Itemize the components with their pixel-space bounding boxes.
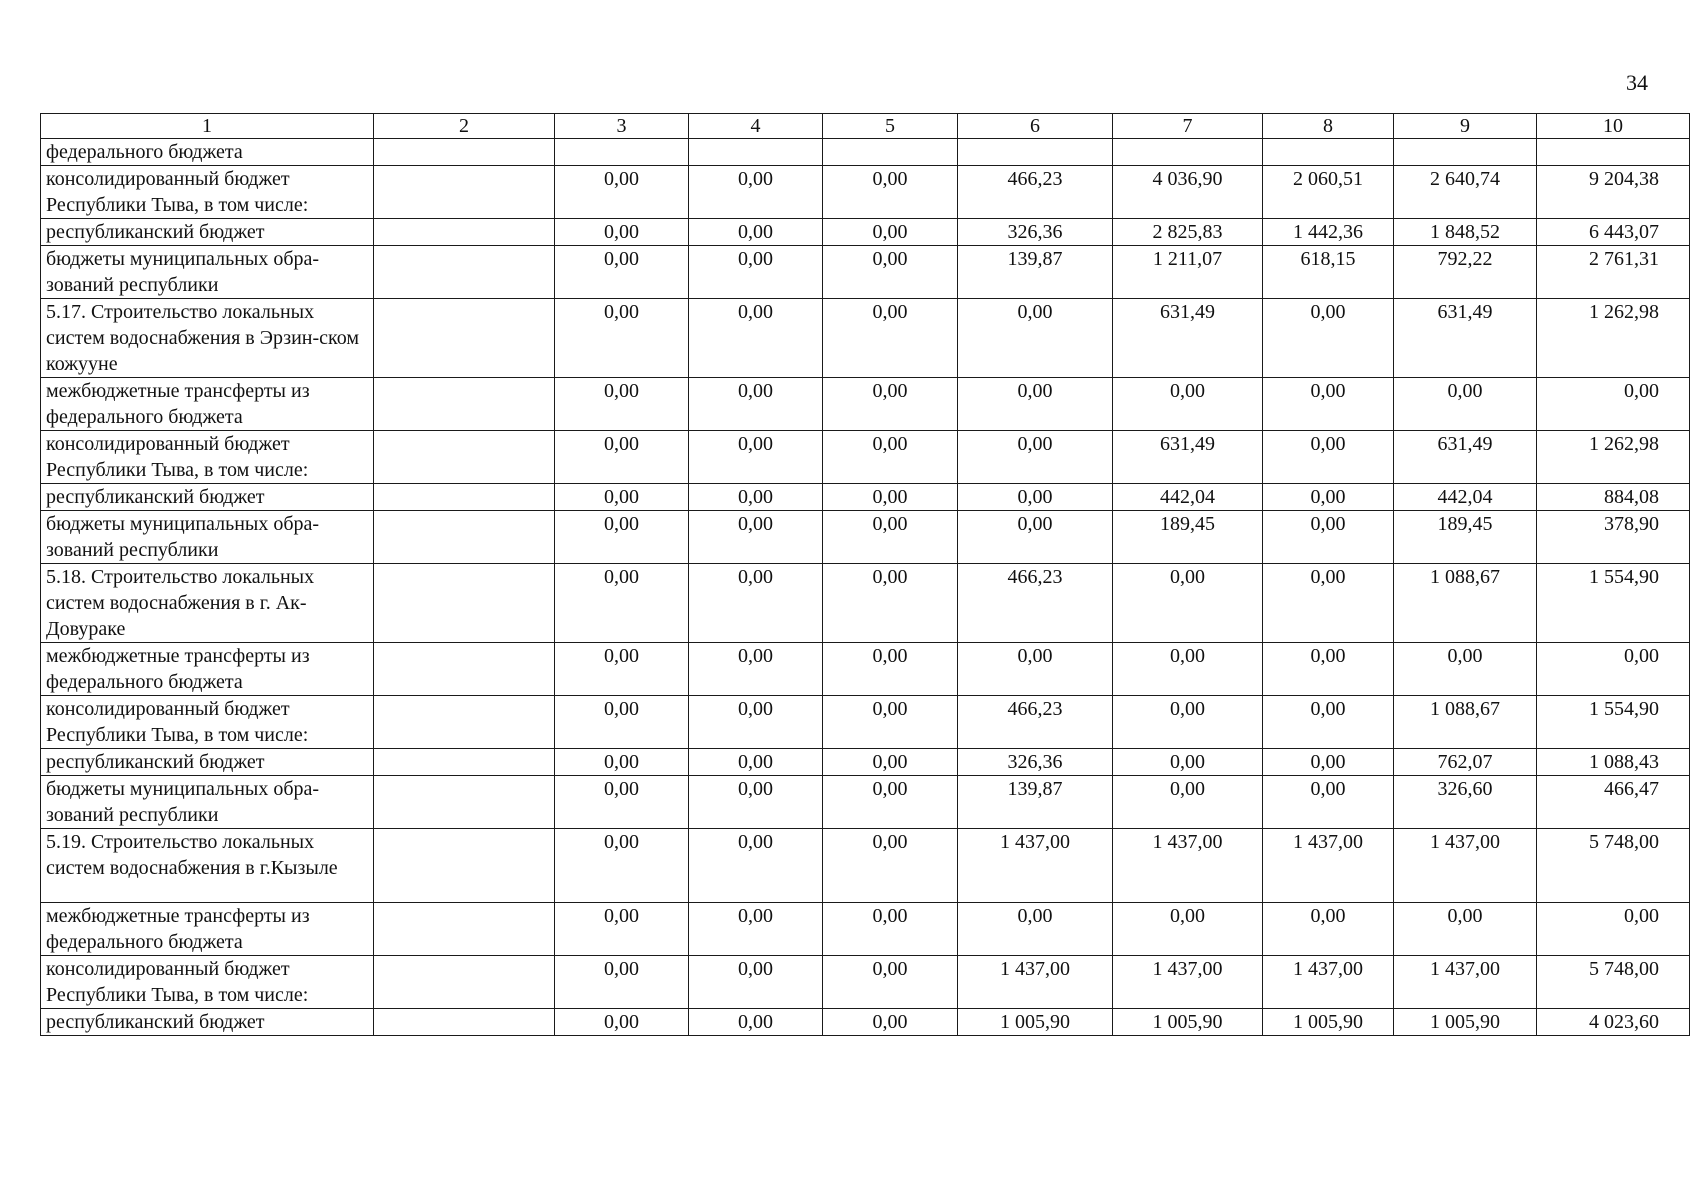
value-cell-col-5: 0,00	[823, 166, 958, 219]
value-cell-col-3: 0,00	[555, 219, 689, 246]
value-cell-col-8: 1 005,90	[1263, 1009, 1394, 1036]
value-cell-col-8: 1 442,36	[1263, 219, 1394, 246]
cell-col-2	[374, 378, 555, 431]
value-cell-col-8: 2 060,51	[1263, 166, 1394, 219]
cell-col-2	[374, 511, 555, 564]
value-cell-col-3: 0,00	[555, 1009, 689, 1036]
value-cell-col-8: 1 437,00	[1263, 829, 1394, 903]
value-cell-col-6: 0,00	[958, 643, 1113, 696]
value-cell-col-10: 0,00	[1537, 378, 1690, 431]
cell-col-2	[374, 643, 555, 696]
value-cell-col-5: 0,00	[823, 749, 958, 776]
budget-table	[40, 113, 1690, 1036]
row-label: 5.17. Строительство локальных систем водоснабжения в Эрзин-ском кожууне	[41, 299, 374, 378]
cell-col-2	[374, 484, 555, 511]
value-cell-col-9: 2 640,74	[1394, 166, 1537, 219]
value-cell-col-3: 0,00	[555, 378, 689, 431]
value-cell-col-9: 631,49	[1394, 299, 1537, 378]
value-cell-col-6: 0,00	[958, 903, 1113, 956]
value-cell-col-3: 0,00	[555, 246, 689, 299]
column-header: 10	[1537, 114, 1690, 139]
column-header: 3	[555, 114, 689, 139]
cell-col-2	[374, 829, 555, 903]
value-cell-col-9: 0,00	[1394, 643, 1537, 696]
value-cell-col-7: 631,49	[1113, 299, 1263, 378]
column-header: 7	[1113, 114, 1263, 139]
value-cell-col-4: 0,00	[689, 696, 823, 749]
table-row	[41, 139, 1690, 166]
value-cell-col-5: 0,00	[823, 903, 958, 956]
value-cell-col-10: 5 748,00	[1537, 829, 1690, 903]
value-cell-col-10: 1 554,90	[1537, 564, 1690, 643]
table-row	[41, 246, 1690, 299]
value-cell-col-9: 0,00	[1394, 378, 1537, 431]
value-cell-col-8: 0,00	[1263, 749, 1394, 776]
value-cell-col-9: 442,04	[1394, 484, 1537, 511]
value-cell-col-3	[555, 139, 689, 166]
value-cell-col-7: 189,45	[1113, 511, 1263, 564]
value-cell-col-6: 139,87	[958, 246, 1113, 299]
value-cell-col-8: 0,00	[1263, 431, 1394, 484]
table-row	[41, 431, 1690, 484]
table-row	[41, 378, 1690, 431]
table-row	[41, 643, 1690, 696]
cell-col-2	[374, 246, 555, 299]
value-cell-col-10: 1 262,98	[1537, 299, 1690, 378]
value-cell-col-7: 0,00	[1113, 776, 1263, 829]
table-row	[41, 564, 1690, 643]
value-cell-col-3: 0,00	[555, 903, 689, 956]
value-cell-col-10: 0,00	[1537, 643, 1690, 696]
value-cell-col-5: 0,00	[823, 643, 958, 696]
value-cell-col-10: 2 761,31	[1537, 246, 1690, 299]
value-cell-col-8: 0,00	[1263, 484, 1394, 511]
row-label: 5.18. Строительство локальных систем водоснабжения в г. Ак-Довураке	[41, 564, 374, 643]
column-header: 9	[1394, 114, 1537, 139]
value-cell-col-4	[689, 139, 823, 166]
value-cell-col-9: 1 437,00	[1394, 956, 1537, 1009]
value-cell-col-6: 466,23	[958, 564, 1113, 643]
value-cell-col-7: 0,00	[1113, 903, 1263, 956]
row-label: консолидированный бюджет Республики Тыва, в том числе:	[41, 956, 374, 1009]
row-label: консолидированный бюджет Республики Тыва, в том числе:	[41, 431, 374, 484]
row-label: республиканский бюджет	[41, 484, 374, 511]
value-cell-col-10	[1537, 139, 1690, 166]
value-cell-col-4: 0,00	[689, 299, 823, 378]
value-cell-col-7: 442,04	[1113, 484, 1263, 511]
value-cell-col-10: 466,47	[1537, 776, 1690, 829]
value-cell-col-4: 0,00	[689, 166, 823, 219]
value-cell-col-4: 0,00	[689, 776, 823, 829]
value-cell-col-5: 0,00	[823, 484, 958, 511]
value-cell-col-9: 1 088,67	[1394, 696, 1537, 749]
value-cell-col-3: 0,00	[555, 166, 689, 219]
value-cell-col-6: 1 437,00	[958, 829, 1113, 903]
table-row	[41, 484, 1690, 511]
value-cell-col-8	[1263, 139, 1394, 166]
value-cell-col-7: 1 437,00	[1113, 829, 1263, 903]
row-label: бюджеты муниципальных обра-зований республики	[41, 511, 374, 564]
value-cell-col-4: 0,00	[689, 484, 823, 511]
value-cell-col-10: 5 748,00	[1537, 956, 1690, 1009]
value-cell-col-7: 1 005,90	[1113, 1009, 1263, 1036]
table-row	[41, 696, 1690, 749]
value-cell-col-5: 0,00	[823, 696, 958, 749]
value-cell-col-10: 1 088,43	[1537, 749, 1690, 776]
row-label: федерального бюджета	[41, 139, 374, 166]
value-cell-col-3: 0,00	[555, 431, 689, 484]
value-cell-col-3: 0,00	[555, 564, 689, 643]
value-cell-col-3: 0,00	[555, 696, 689, 749]
column-header: 8	[1263, 114, 1394, 139]
cell-col-2	[374, 776, 555, 829]
page-number: 34	[1626, 70, 1648, 95]
value-cell-col-9: 189,45	[1394, 511, 1537, 564]
value-cell-col-9: 792,22	[1394, 246, 1537, 299]
table-row	[41, 903, 1690, 956]
value-cell-col-4: 0,00	[689, 246, 823, 299]
value-cell-col-7: 631,49	[1113, 431, 1263, 484]
cell-col-2	[374, 749, 555, 776]
table-row	[41, 776, 1690, 829]
value-cell-col-4: 0,00	[689, 219, 823, 246]
value-cell-col-10: 1 262,98	[1537, 431, 1690, 484]
value-cell-col-6: 0,00	[958, 378, 1113, 431]
value-cell-col-5: 0,00	[823, 511, 958, 564]
table-row	[41, 299, 1690, 378]
value-cell-col-10: 884,08	[1537, 484, 1690, 511]
value-cell-col-6: 1 437,00	[958, 956, 1113, 1009]
column-number-row	[41, 114, 1690, 139]
cell-col-2	[374, 903, 555, 956]
value-cell-col-4: 0,00	[689, 749, 823, 776]
column-header: 4	[689, 114, 823, 139]
value-cell-col-3: 0,00	[555, 299, 689, 378]
cell-col-2	[374, 219, 555, 246]
value-cell-col-6: 139,87	[958, 776, 1113, 829]
value-cell-col-9: 1 437,00	[1394, 829, 1537, 903]
value-cell-col-5	[823, 139, 958, 166]
row-label: республиканский бюджет	[41, 749, 374, 776]
value-cell-col-10: 6 443,07	[1537, 219, 1690, 246]
value-cell-col-10: 0,00	[1537, 903, 1690, 956]
table-row	[41, 956, 1690, 1009]
value-cell-col-5: 0,00	[823, 776, 958, 829]
row-label: консолидированный бюджет Республики Тыва, в том числе:	[41, 166, 374, 219]
table-row	[41, 511, 1690, 564]
value-cell-col-6: 326,36	[958, 749, 1113, 776]
column-header: 5	[823, 114, 958, 139]
column-header: 6	[958, 114, 1113, 139]
value-cell-col-7: 1 211,07	[1113, 246, 1263, 299]
value-cell-col-8: 618,15	[1263, 246, 1394, 299]
value-cell-col-4: 0,00	[689, 431, 823, 484]
value-cell-col-3: 0,00	[555, 956, 689, 1009]
cell-col-2	[374, 166, 555, 219]
value-cell-col-8: 0,00	[1263, 564, 1394, 643]
value-cell-col-7	[1113, 139, 1263, 166]
value-cell-col-8: 0,00	[1263, 511, 1394, 564]
value-cell-col-9: 762,07	[1394, 749, 1537, 776]
value-cell-col-8: 0,00	[1263, 378, 1394, 431]
value-cell-col-6: 0,00	[958, 511, 1113, 564]
value-cell-col-5: 0,00	[823, 299, 958, 378]
value-cell-col-3: 0,00	[555, 829, 689, 903]
value-cell-col-9: 631,49	[1394, 431, 1537, 484]
value-cell-col-4: 0,00	[689, 903, 823, 956]
value-cell-col-5: 0,00	[823, 564, 958, 643]
value-cell-col-3: 0,00	[555, 511, 689, 564]
value-cell-col-7: 2 825,83	[1113, 219, 1263, 246]
value-cell-col-3: 0,00	[555, 749, 689, 776]
value-cell-col-3: 0,00	[555, 643, 689, 696]
value-cell-col-6: 326,36	[958, 219, 1113, 246]
value-cell-col-9: 0,00	[1394, 903, 1537, 956]
value-cell-col-4: 0,00	[689, 564, 823, 643]
value-cell-col-6: 0,00	[958, 431, 1113, 484]
value-cell-col-8: 1 437,00	[1263, 956, 1394, 1009]
table-row	[41, 166, 1690, 219]
value-cell-col-3: 0,00	[555, 776, 689, 829]
value-cell-col-4: 0,00	[689, 956, 823, 1009]
row-label: межбюджетные трансферты из федерального бюджета	[41, 378, 374, 431]
value-cell-col-7: 0,00	[1113, 696, 1263, 749]
value-cell-col-7: 0,00	[1113, 378, 1263, 431]
value-cell-col-7: 4 036,90	[1113, 166, 1263, 219]
value-cell-col-9: 1 848,52	[1394, 219, 1537, 246]
table-row	[41, 1009, 1690, 1036]
value-cell-col-10: 378,90	[1537, 511, 1690, 564]
value-cell-col-6: 1 005,90	[958, 1009, 1113, 1036]
row-label: республиканский бюджет	[41, 1009, 374, 1036]
value-cell-col-5: 0,00	[823, 1009, 958, 1036]
value-cell-col-6	[958, 139, 1113, 166]
value-cell-col-6: 0,00	[958, 484, 1113, 511]
cell-col-2	[374, 956, 555, 1009]
value-cell-col-6: 0,00	[958, 299, 1113, 378]
value-cell-col-8: 0,00	[1263, 776, 1394, 829]
value-cell-col-7: 0,00	[1113, 643, 1263, 696]
value-cell-col-5: 0,00	[823, 378, 958, 431]
table-row	[41, 219, 1690, 246]
row-label: консолидированный бюджет Республики Тыва, в том числе:	[41, 696, 374, 749]
value-cell-col-8: 0,00	[1263, 696, 1394, 749]
value-cell-col-6: 466,23	[958, 166, 1113, 219]
value-cell-col-7: 1 437,00	[1113, 956, 1263, 1009]
cell-col-2	[374, 139, 555, 166]
table-row	[41, 829, 1690, 903]
table-row	[41, 749, 1690, 776]
cell-col-2	[374, 564, 555, 643]
value-cell-col-7: 0,00	[1113, 749, 1263, 776]
cell-col-2	[374, 1009, 555, 1036]
value-cell-col-5: 0,00	[823, 956, 958, 1009]
row-label: бюджеты муниципальных обра-зований республики	[41, 246, 374, 299]
value-cell-col-5: 0,00	[823, 431, 958, 484]
value-cell-col-10: 9 204,38	[1537, 166, 1690, 219]
value-cell-col-9	[1394, 139, 1537, 166]
column-header: 2	[374, 114, 555, 139]
value-cell-col-4: 0,00	[689, 511, 823, 564]
value-cell-col-3: 0,00	[555, 484, 689, 511]
row-label: 5.19. Строительство локальных систем водоснабжения в г.Кызыле	[41, 829, 374, 903]
value-cell-col-5: 0,00	[823, 246, 958, 299]
value-cell-col-4: 0,00	[689, 829, 823, 903]
value-cell-col-9: 326,60	[1394, 776, 1537, 829]
value-cell-col-8: 0,00	[1263, 903, 1394, 956]
value-cell-col-9: 1 088,67	[1394, 564, 1537, 643]
cell-col-2	[374, 696, 555, 749]
row-label: бюджеты муниципальных обра-зований республики	[41, 776, 374, 829]
row-label: межбюджетные трансферты из федерального бюджета	[41, 903, 374, 956]
cell-col-2	[374, 431, 555, 484]
value-cell-col-10: 4 023,60	[1537, 1009, 1690, 1036]
value-cell-col-4: 0,00	[689, 643, 823, 696]
value-cell-col-8: 0,00	[1263, 299, 1394, 378]
row-label: республиканский бюджет	[41, 219, 374, 246]
value-cell-col-5: 0,00	[823, 219, 958, 246]
value-cell-col-7: 0,00	[1113, 564, 1263, 643]
value-cell-col-5: 0,00	[823, 829, 958, 903]
value-cell-col-8: 0,00	[1263, 643, 1394, 696]
column-header: 1	[41, 114, 374, 139]
value-cell-col-4: 0,00	[689, 378, 823, 431]
cell-col-2	[374, 299, 555, 378]
value-cell-col-6: 466,23	[958, 696, 1113, 749]
value-cell-col-10: 1 554,90	[1537, 696, 1690, 749]
value-cell-col-4: 0,00	[689, 1009, 823, 1036]
value-cell-col-9: 1 005,90	[1394, 1009, 1537, 1036]
row-label: межбюджетные трансферты из федерального бюджета	[41, 643, 374, 696]
